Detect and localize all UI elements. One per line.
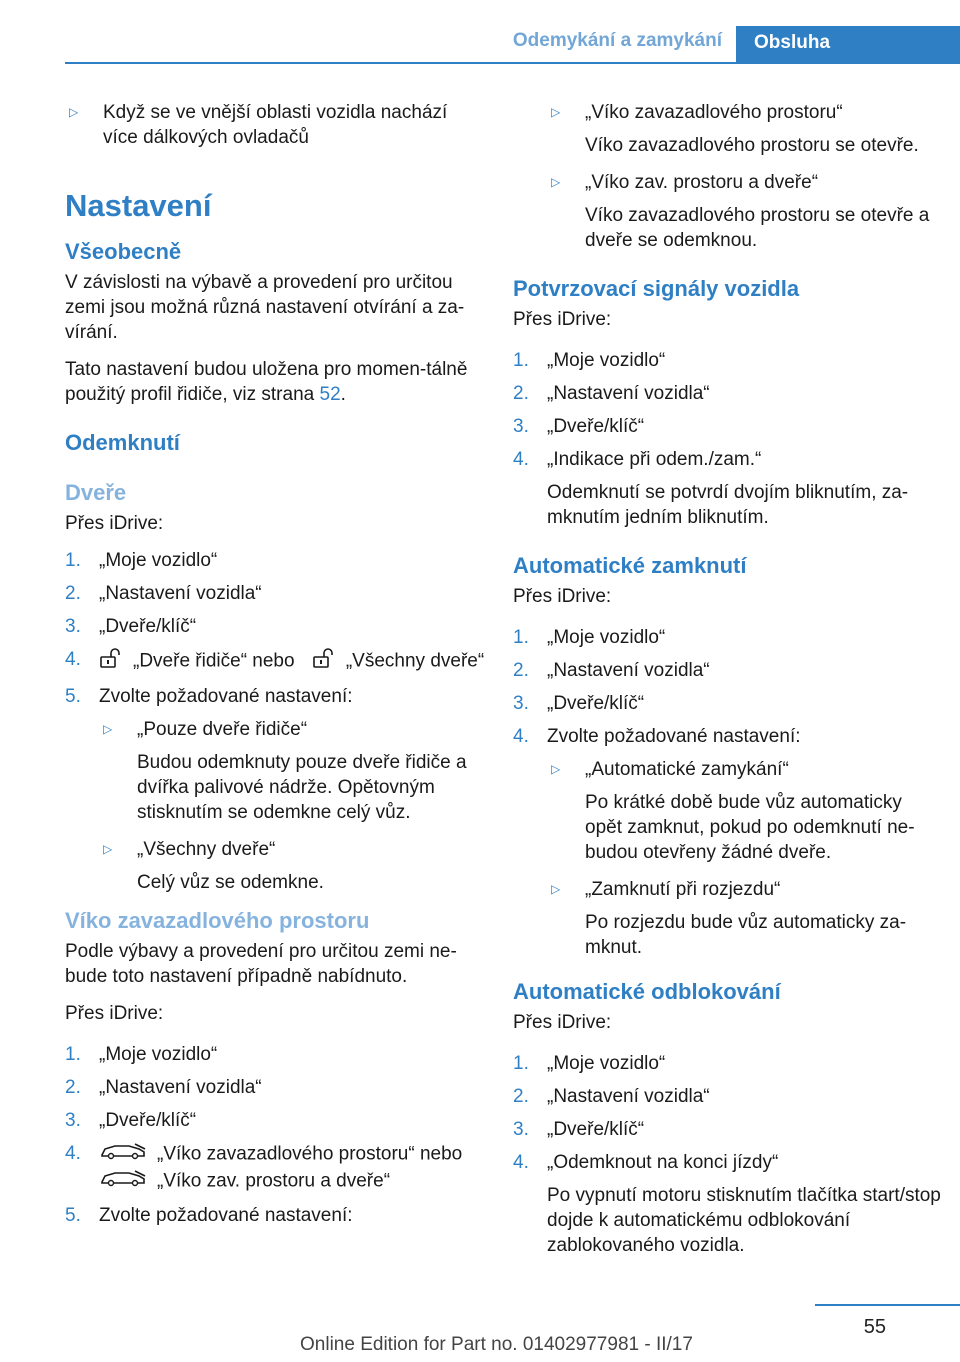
list-item <box>513 1084 943 1109</box>
list-number: 3. <box>65 1110 81 1131</box>
right-column <box>513 100 943 1266</box>
list-item <box>547 757 943 865</box>
list-number: 4. <box>513 449 529 470</box>
paragraph: Přes iDrive: <box>65 1003 164 1024</box>
footer-rule <box>815 1304 960 1306</box>
list-text: „Moje vozidlo“ <box>99 1044 218 1065</box>
list-item <box>65 684 485 709</box>
heading-nastaveni: Nastavení <box>65 188 212 223</box>
car-trunk-icon <box>99 1141 147 1168</box>
list-number: 3. <box>513 1119 529 1140</box>
car-trunk-icon <box>99 1168 147 1195</box>
header-section-title: Odemykání a zamykání <box>512 30 722 51</box>
list-text: „Nastavení vozidla“ <box>547 1086 710 1107</box>
bullet-title: „Pouze dveře řidiče“ <box>137 719 308 740</box>
bullet-body <box>585 100 919 158</box>
list-item <box>513 724 943 749</box>
list-number: 4. <box>65 649 81 670</box>
list-item <box>513 1051 943 1076</box>
list-item <box>513 625 943 650</box>
header-tab: Obsluha <box>736 26 960 62</box>
list-body <box>547 1150 943 1258</box>
option-trunk-lid: „Víko zavazadlového prostoru“ nebo <box>157 1143 463 1165</box>
list-text: „Dveře/klíč“ <box>99 1110 197 1131</box>
list-number: 5. <box>65 686 81 707</box>
option-driver-door: „Dveře řidiče“ nebo <box>133 650 295 672</box>
list-text: „Moje vozidlo“ <box>99 550 218 571</box>
list-text: „Dveře/klíč“ <box>547 416 645 437</box>
paragraph: Přes iDrive: <box>513 309 612 330</box>
bullet-title: „Zamknutí při rozjezdu“ <box>585 879 781 900</box>
list-item <box>65 581 485 606</box>
list-item <box>65 1042 485 1067</box>
list-text: „Nastavení vozidla“ <box>547 383 710 404</box>
list-number: 1. <box>513 1053 529 1074</box>
heading-dvere: Dveře <box>65 480 127 505</box>
paragraph: Podle výbavy a provedení pro určitou zemi ne-bude toto nastavení případně nabídnuto. <box>65 941 457 987</box>
heading-potvrzovaci-signaly: Potvrzovací signály vozidla <box>513 276 800 301</box>
bullet-text: Budou odemknuty pouze dveře řidiče a dvířka palivové nádrže. Opětovným stisknutím se odemkne celý vůz. <box>137 752 467 823</box>
list-number: 3. <box>513 416 529 437</box>
bullet-text: Víko zavazadlového prostoru se otevře a dveře se odemknou. <box>585 205 930 251</box>
bullet-marker: ▷ <box>551 105 561 119</box>
list-text <box>99 1141 462 1195</box>
list-number: 1. <box>65 1044 81 1065</box>
list-text: „Moje vozidlo“ <box>547 350 666 371</box>
list-text: Zvolte požadované nastavení: <box>99 1205 353 1226</box>
list-number: 2. <box>513 660 529 681</box>
option-all-doors: „Všechny dveře“ <box>345 650 485 672</box>
list-item <box>547 100 943 158</box>
list-text: „Moje vozidlo“ <box>547 627 666 648</box>
paragraph-profile <box>65 357 485 407</box>
list-item <box>513 447 943 530</box>
list-text: „Indikace při odem./zam.“ <box>547 449 762 470</box>
paragraph: Přes iDrive: <box>513 1012 612 1033</box>
heading-automaticke-zamknuti: Automatické zamknutí <box>513 553 747 578</box>
option-trunk-and-doors: „Víko zav. prostoru a dveře“ <box>157 1170 391 1192</box>
list-item <box>513 348 943 373</box>
list-item <box>99 717 485 825</box>
list-number: 1. <box>65 550 81 571</box>
list-number: 5. <box>65 1205 81 1226</box>
bullet-text: Celý vůz se odemkne. <box>137 872 324 893</box>
bullet-text: Po krátké době bude vůz automaticky opět zamknut, pokud po odemknutí ne-budou otevřeny žádné dveře. <box>585 792 915 863</box>
bullet-text: Když se ve vnější oblasti vozidla nachází více dálkových ovladačů <box>103 102 448 148</box>
bullet-marker: ▷ <box>551 882 561 896</box>
heading-vseobecne: Všeobecně <box>65 239 182 264</box>
left-column <box>65 100 485 1236</box>
bullet-title: „Automatické zamykání“ <box>585 759 789 780</box>
unlock-icon <box>99 647 123 676</box>
list-item <box>513 1150 943 1258</box>
bullet-marker: ▷ <box>551 762 561 776</box>
list-text: „Nastavení vozidla“ <box>99 1077 262 1098</box>
list-item <box>65 647 485 676</box>
paragraph: Přes iDrive: <box>65 513 164 534</box>
bullet-body <box>585 877 943 960</box>
page-link[interactable]: 52 <box>319 384 341 405</box>
list-number: 1. <box>513 627 529 648</box>
list-text: „Dveře/klíč“ <box>547 693 645 714</box>
sub-list <box>547 100 943 253</box>
bullet-body <box>137 717 485 825</box>
list-text: Zvolte požadované nastavení: <box>547 726 801 747</box>
list-item <box>513 414 943 439</box>
bullet-text: Víko zavazadlového prostoru se otevře. <box>585 135 919 156</box>
list-description: Odemknutí se potvrdí dvojím bliknutím, za-mknutím jedním bliknutím. <box>547 482 909 528</box>
page-number: 55 <box>863 1316 886 1338</box>
sub-list <box>99 717 485 895</box>
list-item <box>99 837 485 895</box>
list-text: „Nastavení vozidla“ <box>547 660 710 681</box>
list-text: „Odemknout na konci jízdy“ <box>547 1152 779 1173</box>
list-number: 3. <box>65 616 81 637</box>
list-text: „Moje vozidlo“ <box>547 1053 666 1074</box>
bullet-title: „Víko zav. prostoru a dveře“ <box>585 172 819 193</box>
list-number: 1. <box>513 350 529 371</box>
list-number: 2. <box>65 583 81 604</box>
list-item <box>513 691 943 716</box>
heading-viko: Víko zavazadlového prostoru <box>65 908 370 933</box>
list-body <box>547 447 943 530</box>
list-number: 4. <box>513 726 529 747</box>
bullet-marker: ▷ <box>103 722 113 736</box>
list-item <box>65 614 485 639</box>
sub-list <box>547 757 943 960</box>
list-item <box>65 1075 485 1100</box>
page-header <box>65 26 960 64</box>
list-item <box>513 381 943 406</box>
bullet-title: „Víko zavazadlového prostoru“ <box>585 102 843 123</box>
list-item <box>65 1108 485 1133</box>
bullet-body <box>585 170 943 253</box>
bullet-marker: ▷ <box>551 175 561 189</box>
list-text: „Nastavení vozidla“ <box>99 583 262 604</box>
paragraph-text: Tato nastavení budou uložena pro momen-tálně použitý profil řidiče, viz strana <box>65 359 468 405</box>
list-number: 2. <box>65 1077 81 1098</box>
bullet-marker: ▷ <box>103 842 113 856</box>
list-number: 3. <box>513 693 529 714</box>
list-item <box>65 100 485 150</box>
list-number: 4. <box>513 1152 529 1173</box>
list-text: Zvolte požadované nastavení: <box>99 686 353 707</box>
list-text <box>99 647 484 676</box>
unlock-icon <box>312 647 336 676</box>
list-item <box>513 1117 943 1142</box>
list-text: „Dveře/klíč“ <box>547 1119 645 1140</box>
list-item <box>65 1141 485 1195</box>
list-item <box>547 877 943 960</box>
bullet-marker: ▷ <box>69 105 79 119</box>
list-number: 4. <box>65 1143 81 1164</box>
list-description: Po vypnutí motoru stisknutím tlačítka start/stop dojde k automatickému odblokování zablokovaného vozidla. <box>547 1185 941 1256</box>
bullet-body <box>585 757 943 865</box>
list-text: „Dveře/klíč“ <box>99 616 197 637</box>
heading-automaticke-odblokovani: Automatické odblokování <box>513 979 781 1004</box>
bullet-body <box>137 837 324 895</box>
list-item <box>65 1203 485 1228</box>
edition-footer: Online Edition for Part no. 01402977981 - II/17 <box>300 1334 693 1355</box>
paragraph: V závislosti na výbavě a provedení pro určitou zemi jsou možná různá nastavení otvírání a za-vírání. <box>65 272 465 343</box>
list-number: 2. <box>513 1086 529 1107</box>
paragraph-end: . <box>340 384 346 405</box>
heading-odemknuti: Odemknutí <box>65 430 180 455</box>
list-number: 2. <box>513 383 529 404</box>
list-item <box>547 170 943 253</box>
bullet-text: Po rozjezdu bude vůz automaticky za-mknut. <box>585 912 907 958</box>
bullet-title: „Všechny dveře“ <box>137 839 276 860</box>
paragraph: Přes iDrive: <box>513 586 612 607</box>
list-item <box>65 548 485 573</box>
list-item <box>513 658 943 683</box>
